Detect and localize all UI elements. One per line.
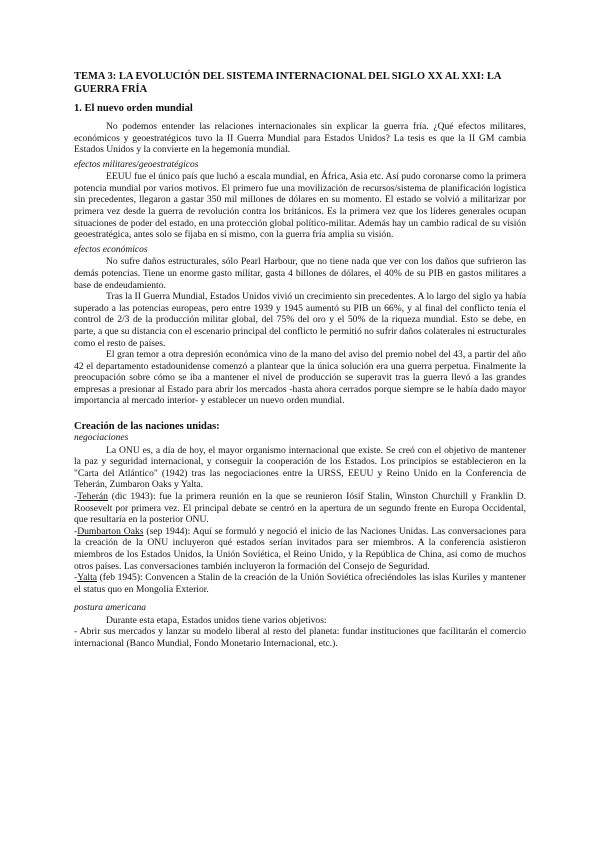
conference-name: Dumbarton Oaks [77,525,144,537]
american-paragraph-1: Durante esta etapa, Estados unidos tiene varios objetivos: [106,614,327,626]
economic-paragraph-1: No sufre daños estructurales, sólo Pearl Harbour, que no tiene nada que ver con los daños que sufrieron las demás potencias. Tiene un enorme gasto militar, gasta 4 billones de dólares, el 40% de su PIB en gastos militares a base de endeudamiento. [74,256,526,291]
conference-name: Teherán [77,490,108,502]
subheading-economic: efectos económicos [74,244,148,255]
list-item-teheran: -Teherán (dic 1943): fue la primera reunión en la que se reunieron Iósif Stalin, Winston Churchill y Franklin D. Roosevelt por primera vez. El principal debate se centró en la apertura de un segundo frente en Europa Occidental, que resultaría en la posterior ONU. [74,490,526,526]
subheading-negotiations: negociaciones [74,433,129,444]
subheading-american: postura americana [74,603,147,614]
section-heading-naciones-unidas: Creación de las naciones unidas: [74,421,220,433]
subheading-military: efectos militares/geoestratégicos [74,159,199,170]
conference-name: Yalta [77,572,98,584]
document-page [74,70,526,650]
section-heading-nuevo-orden: 1. El nuevo orden mundial [74,103,193,114]
american-paragraph-2: - Abrir sus mercados y lanzar su modelo liberal al resto del planeta: fundar instituciones que facilitarán el comercio internacional (Banco Mundial, Fondo Monetario Internacional, etc.). [74,626,526,649]
economic-paragraph-2: Tras la II Guerra Mundial, Estados Unidos vivió un crecimiento sin precedentes. A lo largo del siglo ya había superado a las potencias europeas, pero entre 1939 y 1945 aumentó su PIB un 66%, y al final del conflicto tenía el control de 2/3 de la producción militar global, del 75% del oro y el 50% de la riqueza mundial. Esto se debe, en parte, a que su distancia con el escenario principal del conflicto le permitió no sufrir daños colaterales ni estructurales como el resto de países. [74,291,526,349]
list-item-yalta: -Yalta (feb 1945): Convencen a Stalin de la creación de la Unión Soviética ofreciéndoles las islas Kuriles y mantener el status quo en Mongolia Exterior. [74,572,526,595]
document-title: TEMA 3: LA EVOLUCIÓN DEL SISTEMA INTERNACIONAL DEL SIGLO XX AL XXI: LA GUERRA FRÍA [74,71,501,95]
list-item-dumbarton: -Dumbarton Oaks (sep 1944): Aquí se formuló y negoció el inicio de las Naciones Unidas. Las conversaciones para la creación de la ONU incluyeron qué estados serían invitados para ser miembros. A la conferencia asistieron miembros de los Estados Unidos, la Unión Soviética, el Reino Unido, y la República de China, así como de muchos otros países. Las conversaciones también incluyeron la formación del Consejo de Seguridad. [74,525,526,572]
economic-paragraph-3: El gran temor a otra depresión económica vino de la mano del aviso del premio nobel del 43, a partir del año 42 el departamento estadounidense comenzó a plantear que la única solución era una guerra perpetua. Finalmente la preocupación sobre cómo se iba a mantener el nivel de producción se superavit tras la guerra llevó a las grandes empresas a presionar al Estado para abrir los mercados -hasta ahora cerrados porque siempre se le había dado mayor importancia al mercado interior- y establecer un nuevo orden mundial. [74,349,526,407]
intro-paragraph: No podemos entender las relaciones internacionales sin explicar la guerra fría. ¿Qué efectos militares, económicos y geoestratégicos tuvo la II Guerra Mundial para Estados Unidos? La tesis es que la II GM cambia Estados Unidos y la convierte en la hegemonía mundial. [74,121,526,156]
negotiations-paragraph: La ONU es, a día de hoy, el mayor organismo internacional que existe. Se creó con el objetivo de mantener la paz y seguridad internacional, y conseguir la cooperación de los Estados. Los principios se establecieron en la "Carta del Atlántico" (1942) tras las negociaciones entre la URSS, EEUU y Reino Unido en la Conferencia de Teherán, Zumbaron Oaks y Yalta. [74,444,526,491]
military-paragraph: EEUU fue el único país que luchó a escala mundial, en África, Asia etc. Así pudo coronarse como la primera potencia mundial por varios motivos. El primero fue una movilización de recursos/sistema de planificación logística sin precedentes, llegaron a gastar 350 mil millones de dólares en su momento. El estado se volvió a militarizar por primera vez desde la guerra de revolución contra los británicos. Es la primera vez que los líderes generales ocupan situaciones de poder del estado, en una protección global político-militar. Además hay un cambio radical de su visión geoestratégica, antes solo se fijaba en sí mismo, con la guerra fría amplia su visión. [74,171,526,241]
